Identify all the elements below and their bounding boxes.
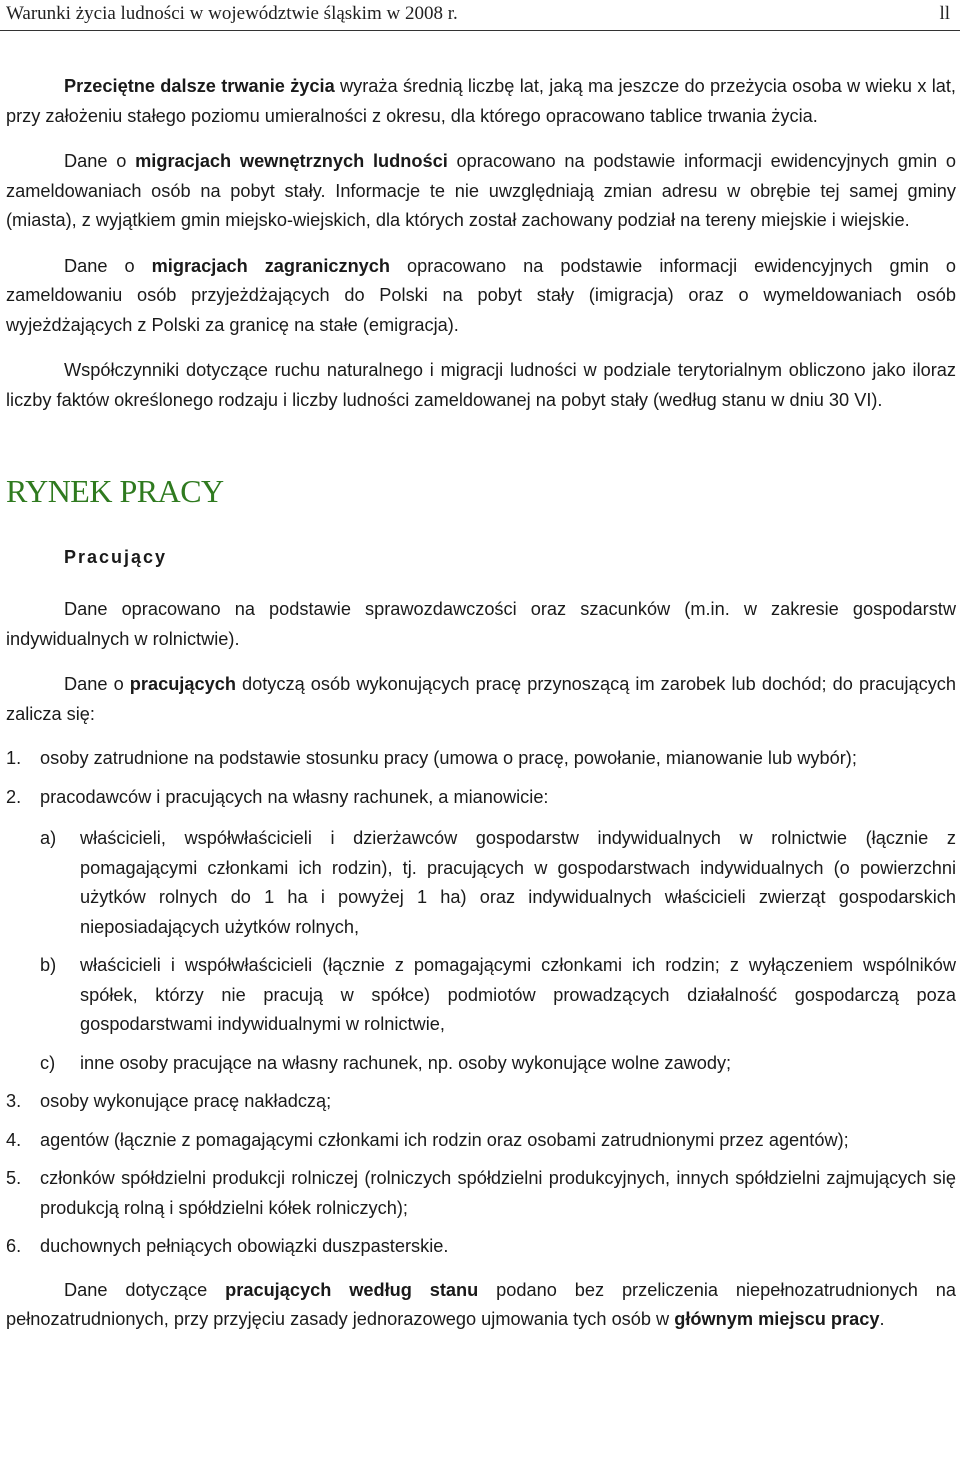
list-number: 3. bbox=[6, 1091, 22, 1111]
paragraph-text: opracowano na podstawie informacji ewidencyjnych gmin o zameldowaniu osób przyjeżdżających do Polski na pobyt stały (imigracja) oraz o wymeldowaniach osób wyjeżdżających z Polski za granicę na stałe (emigracja). bbox=[6, 255, 957, 335]
sublist-letter: b) bbox=[40, 955, 57, 975]
list-item bbox=[6, 744, 956, 774]
paragraph-text: Dane opracowano na podstawie sprawozdawczości oraz szacunków (m.in. w zakresie gospodarstw indywidualnych w rolnictwie). bbox=[6, 599, 956, 649]
paragraph-coefficients bbox=[6, 356, 956, 415]
list-number: 1. bbox=[6, 748, 22, 768]
list-item bbox=[6, 1232, 956, 1262]
paragraph-foreign-migration bbox=[6, 252, 956, 341]
paragraph-text: Dane o bbox=[64, 674, 130, 694]
term-foreign-migration: migracjach zagranicznych bbox=[151, 255, 391, 276]
list-item-text: pracodawców i pracujących na własny rachunek, a mianowicie: bbox=[40, 786, 549, 807]
paragraph-text: Dane dotyczące bbox=[64, 1279, 226, 1300]
sublist-item bbox=[6, 1049, 956, 1079]
sublist-item-text: inne osoby pracujące na własny rachunek, np. osoby wykonujące wolne zawody; bbox=[80, 1052, 732, 1073]
sublist-item bbox=[6, 951, 956, 1040]
sublist-item-text: właścicieli i współwłaścicieli (łącznie z pomagającymi członkami ich rodzin; z wyłączeniem wspólników spółek, którzy nie pracują w spółce) podmiotów prowadzących działalność gospodarczą poza gospodarstwami indywidualnymi w rolnictwie, bbox=[80, 955, 956, 1034]
list-number: 5. bbox=[6, 1168, 22, 1188]
term-main-workplace: głównym miejscu pracy bbox=[674, 1309, 880, 1329]
paragraph-text: podano bez przeliczenia niepełnozatrudnionych na pełnozatrudnionych, przy przyjęciu zasady jednorazowego ujmowania tych osób w bbox=[6, 1279, 956, 1329]
page-number: ll bbox=[939, 3, 950, 24]
list-number: 2. bbox=[6, 786, 22, 807]
list-item-text: członków spółdzielni produkcji rolniczej (rolniczych spółdzielni produkcyjnych, innych spółdzielni zajmujących się produkcją rolną i spółdzielni kółek rolniczych); bbox=[40, 1168, 956, 1218]
list-item-text: agentów (łącznie z pomagającymi członkami ich rodzin oraz osobami zatrudnionymi przez agentów); bbox=[40, 1129, 849, 1150]
paragraph-life-expectancy bbox=[6, 72, 956, 131]
list-item bbox=[6, 783, 956, 813]
list-number: 6. bbox=[6, 1236, 22, 1256]
list-item-text: osoby wykonujące pracę nakładczą; bbox=[40, 1091, 332, 1111]
term-life-expectancy: Przeciętne dalsze trwanie życia bbox=[64, 76, 335, 96]
paragraph-text: opracowano na podstawie informacji ewidencyjnych gmin o zameldowaniach osób na pobyt stały. Informacje te nie uwzględniają zmian adresu w obrębie tej samej gminy (miasta), z wyjątkiem gmin miejsko-wiejskich, dla których został zachowany podział na tereny miejskie i wiejskie. bbox=[6, 151, 956, 230]
paragraph-data-source bbox=[6, 595, 956, 654]
paragraph-text: . bbox=[879, 1309, 885, 1329]
paragraph-employed-definition bbox=[6, 670, 956, 729]
list-item bbox=[6, 1126, 956, 1156]
term-employed-by-status: pracujących według stanu bbox=[225, 1279, 479, 1300]
sublist-letter: c) bbox=[40, 1052, 56, 1073]
paragraph-text: dotyczą osób wykonujących pracę przynoszącą im zarobek lub dochód; do pracujących zalicza się: bbox=[6, 674, 957, 724]
paragraph-internal-migration bbox=[6, 147, 956, 236]
subheading-employed: Pracujący bbox=[64, 547, 168, 567]
list-item-text: duchownych pełniących obowiązki duszpasterskie. bbox=[40, 1236, 449, 1256]
paragraph-text: wyraża średnią liczbę lat, jaką ma jeszcze do przeżycia osoba w wieku x lat, przy założeniu stałego poziomu umieralności z okresu, dla którego opracowano tablice trwania życia. bbox=[6, 76, 956, 126]
sublist-item-text: właścicieli, współwłaścicieli i dzierżawców gospodarstw indywidualnych w rolnictwie (łącznie z pomagającymi członkami ich rodzin), tj. pracujących w gospodarstwach indywidualnych (o powierzchni użytków rolnych do 1 ha i powyżej 1 ha) oraz indywidualnych właścicieli zwierząt gospodarskich nieposiadających użytków rolnych, bbox=[80, 828, 956, 937]
list-item bbox=[6, 1164, 956, 1223]
list-item bbox=[6, 1087, 956, 1117]
term-employed: pracujących bbox=[129, 674, 236, 694]
list-number: 4. bbox=[6, 1129, 22, 1150]
sublist-item bbox=[6, 824, 956, 942]
term-internal-migration: migracjach wewnętrznych ludności bbox=[135, 151, 448, 171]
paragraph-text: Dane o bbox=[64, 151, 136, 171]
sublist-letter: a) bbox=[40, 828, 57, 848]
list-item-text: osoby zatrudnione na podstawie stosunku pracy (umowa o pracę, powołanie, mianowanie lub wybór); bbox=[40, 748, 857, 768]
paragraph-text: Współczynniki dotyczące ruchu naturalnego i migracji ludności w podziale terytorialnym obliczono jako iloraz liczby faktów określonego rodzaju i liczby ludności zameldowanej na pobyt stały (według stanu w dniu 30 VI). bbox=[6, 360, 956, 410]
section-heading: RYNEK PRACY bbox=[6, 473, 224, 509]
paragraph-employed-by-status bbox=[6, 1276, 956, 1335]
document-title: Warunki życia ludności w województwie śląskim w 2008 r. bbox=[6, 3, 458, 24]
document-body bbox=[6, 72, 956, 1335]
page-header bbox=[0, 0, 960, 31]
paragraph-text: Dane o bbox=[64, 255, 152, 276]
